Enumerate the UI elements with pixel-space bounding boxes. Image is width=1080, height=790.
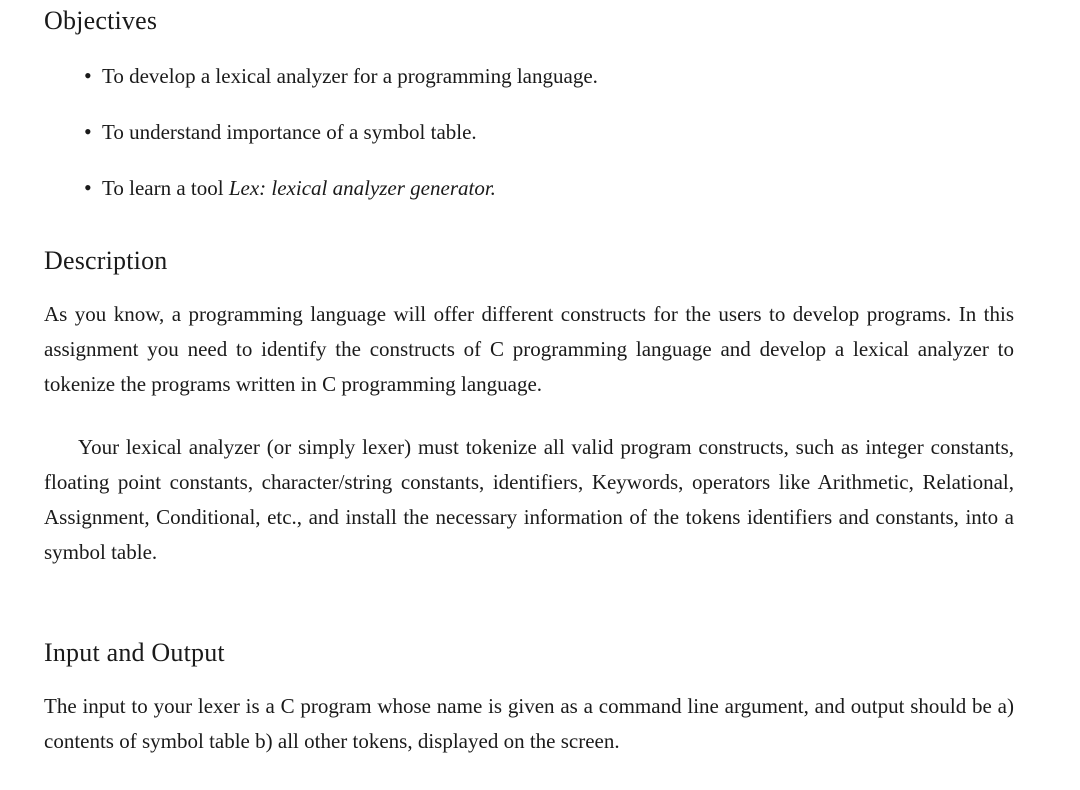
objectives-list [44, 62, 1014, 230]
description-paragraph-1: As you know, a programming language will offer different constructs for the users to develop programs. In this assignment you need to identify the constructs of C programming language and develop a lexical analyzer to tokenize the programs written in C programming language. [44, 302, 1014, 396]
list-item [44, 62, 1014, 118]
input-output-paragraph: The input to your lexer is a C program whose name is given as a command line argument, and output should be a) contents of symbol table b) all other tokens, displayed on the screen. [44, 694, 1014, 753]
bullet-icon: • [84, 175, 92, 200]
objective-text: To learn a tool [102, 176, 229, 200]
list-item [44, 118, 1014, 174]
objective-emphasis: Lex: lexical analyzer generator. [228, 176, 496, 200]
bullet-icon: • [84, 119, 92, 144]
description-paragraph-2: Your lexical analyzer (or simply lexer) must tokenize all valid program constructs, such as integer constants, floating point constants, character/string constants, identifiers, Keywords, operators like Arithmetic, Relational, Assignment, Conditional, etc., and install the necessary information of the tokens identifiers and constants, into a symbol table. [44, 435, 1014, 564]
input-output-heading: Input and Output [44, 638, 225, 667]
objective-text: To understand importance of a symbol table. [102, 120, 477, 144]
bullet-icon: • [84, 63, 92, 88]
objectives-heading: Objectives [44, 6, 158, 35]
list-item [44, 174, 1014, 230]
objective-text: To develop a lexical analyzer for a programming language. [102, 64, 598, 88]
description-heading: Description [44, 246, 168, 275]
